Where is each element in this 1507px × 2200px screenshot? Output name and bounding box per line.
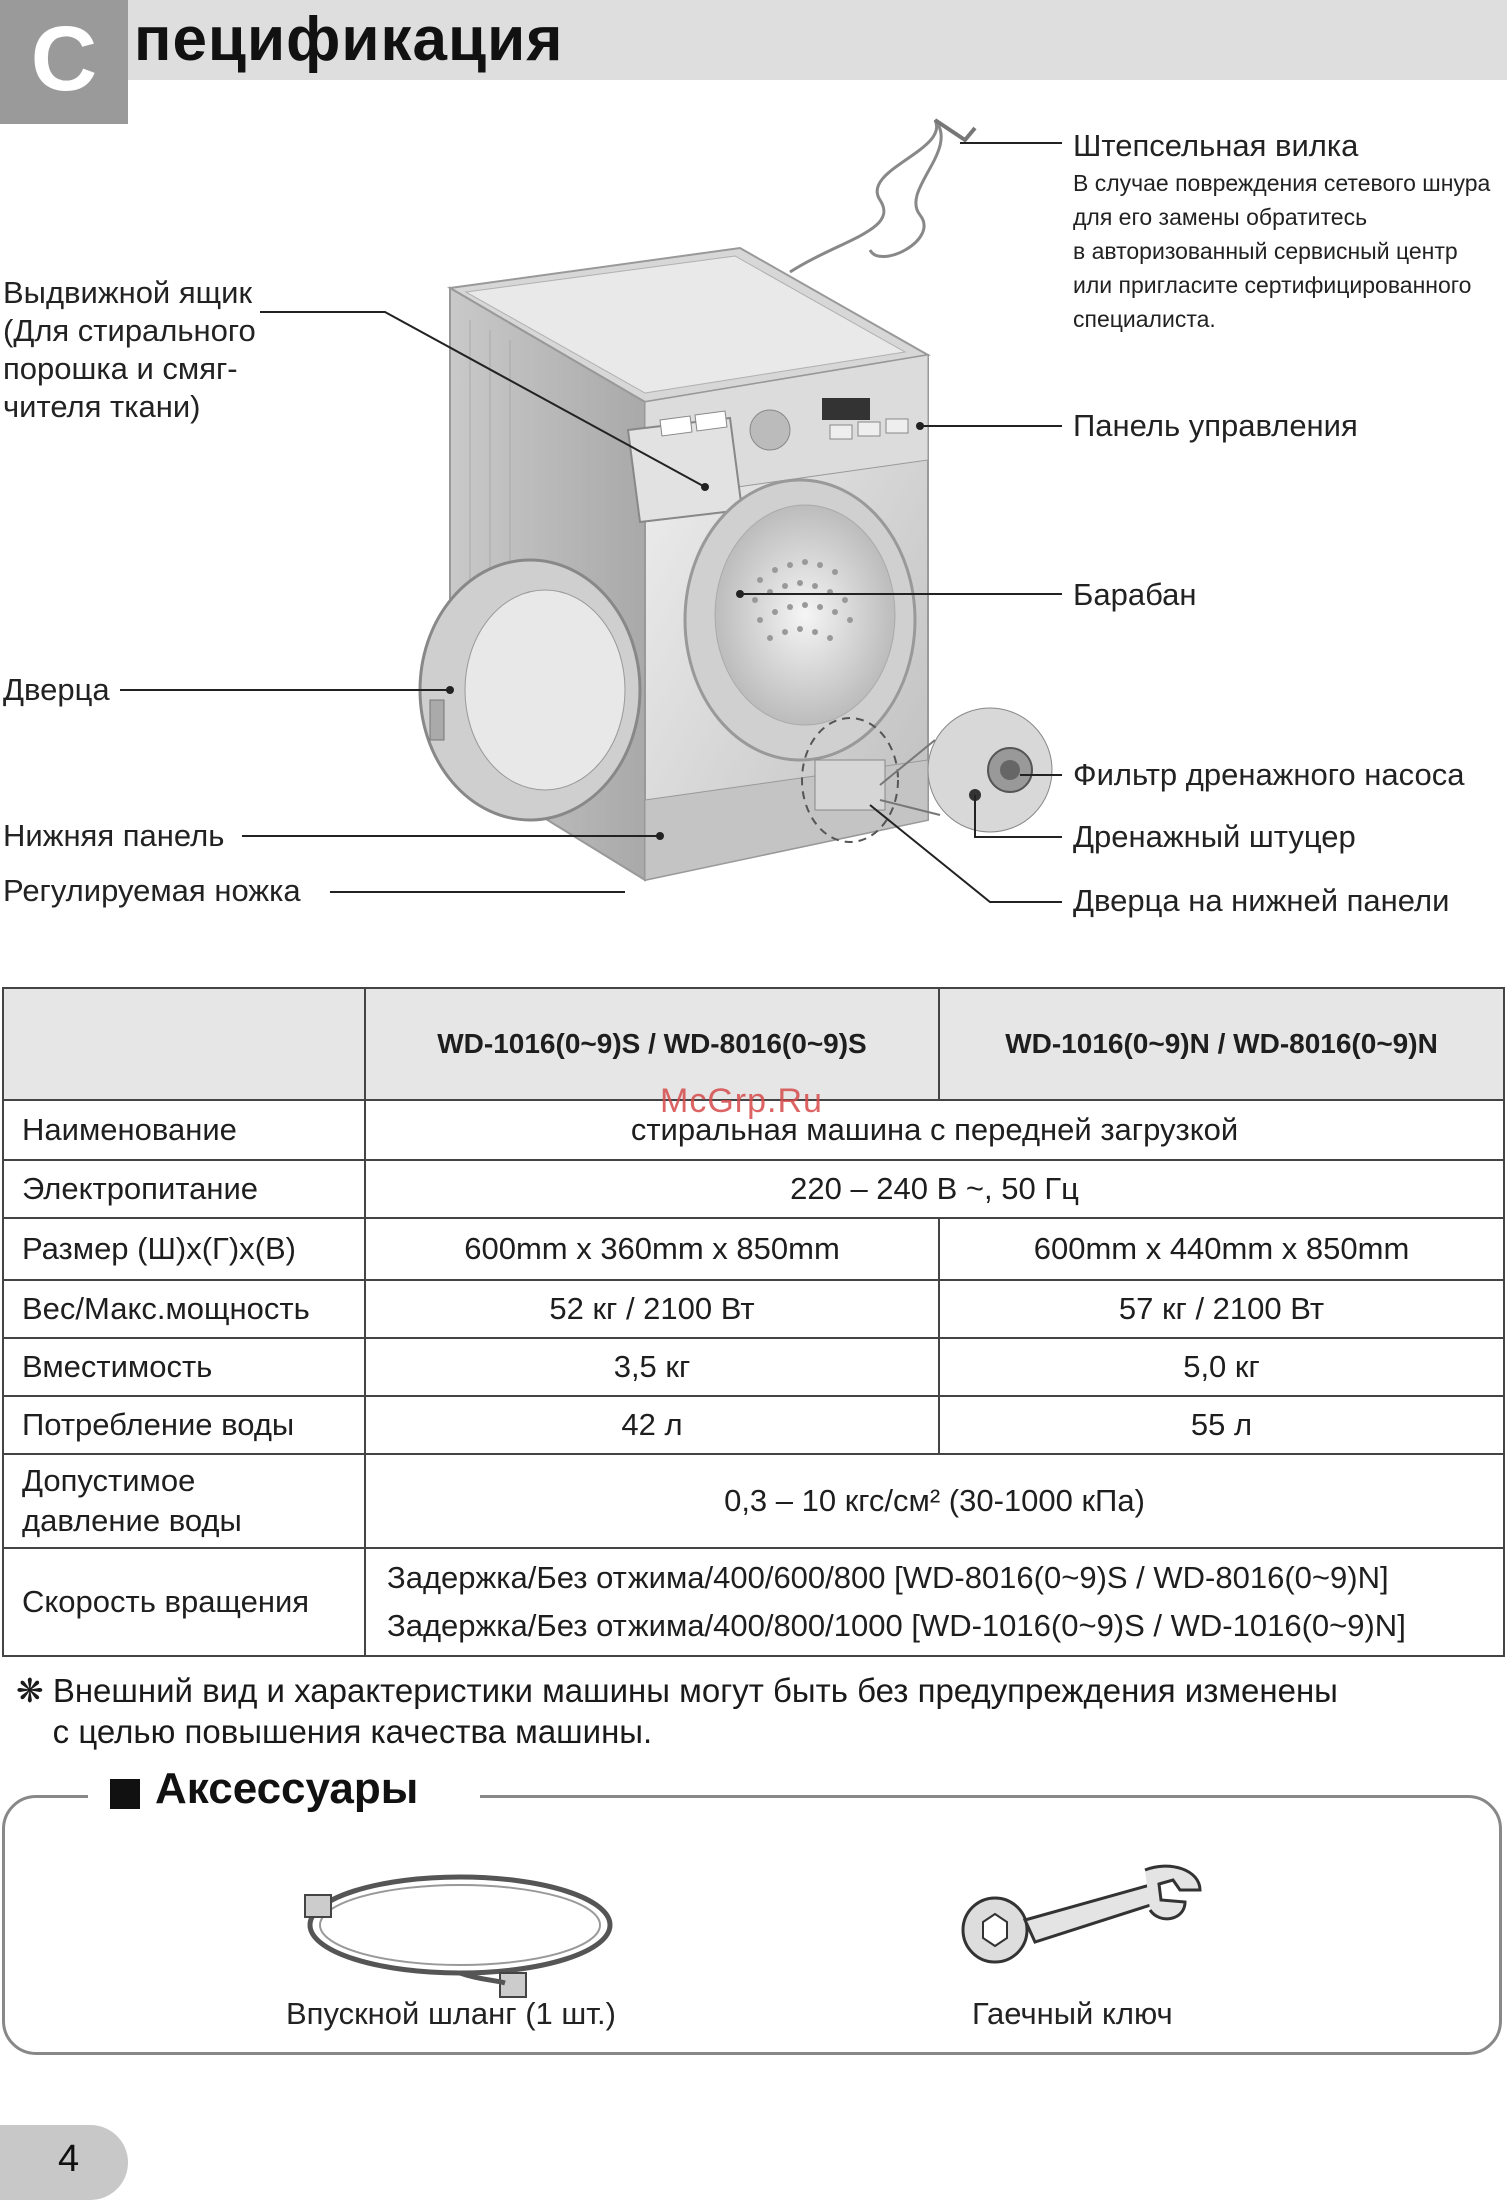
square-bullet-icon [110,1779,140,1809]
callout-control-panel: Панель управления [1073,408,1358,443]
row-label: Электропитание [3,1160,365,1218]
row-value: 0,3 – 10 кгс/см² (30-1000 кПа) [365,1454,1504,1548]
row-value-n: 600mm x 440mm x 850mm [939,1218,1504,1280]
row-label: Размер (Ш)х(Г)х(В) [3,1218,365,1280]
page-number: 4 [58,2138,80,2180]
callout-plug-note [1073,166,1490,336]
row-value-s: 3,5 кг [365,1338,939,1396]
callout-adjustable-foot: Регулируемая ножка [3,873,301,908]
callout-plug: Штепсельная вилка [1073,128,1359,163]
title-initial-letter: С [0,0,128,124]
callout-lower-panel-door: Дверца на нижней панели [1073,883,1450,918]
header-n-models: WD-1016(0~9)N / WD-8016(0~9)N [939,988,1504,1100]
door-glass [465,590,625,790]
drum [715,505,895,725]
table-row [3,1160,1504,1218]
plug-note-line: специалиста. [1073,306,1216,332]
table-row [3,1280,1504,1338]
accessory-wrench-label: Гаечный ключ [972,1996,1173,2031]
table-row [3,1396,1504,1454]
watermark: McGrp.Ru [660,1082,823,1120]
accessories-title: Аксессуары [155,1764,419,1813]
row-value-s: 42 л [365,1396,939,1454]
callout-drawer [3,274,256,426]
display [822,398,870,420]
program-knob [750,410,790,450]
lower-panel-door [815,760,885,810]
accessories-box [2,1795,1502,2055]
plug-note-line: в авторизованный сервисный центр [1073,238,1458,264]
power-cord [790,120,941,272]
row-label-line: давление воды [22,1503,242,1538]
row-value-s: 52 кг / 2100 Вт [365,1280,939,1338]
table-row [3,1454,1504,1548]
table-row [3,1548,1504,1656]
drawer-line: порошка и смяг- [3,351,238,386]
table-row [3,1338,1504,1396]
drawer-line: чителя ткани) [3,389,201,424]
page-title: пецификация [134,5,564,74]
row-value-s: 600mm x 360mm x 850mm [365,1218,939,1280]
drawer-line: (Для стирального [3,313,256,348]
callout-lower-panel: Нижняя панель [3,818,225,853]
row-label: Вместимость [3,1338,365,1396]
callout-drain-nozzle: Дренажный штуцер [1073,819,1356,854]
speed-line: Задержка/Без отжима/400/800/1000 [WD-1016(0~9)S / WD-1016(0~9)N] [387,1608,1406,1643]
accessory-hose-label: Впускной шланг (1 шт.) [286,1996,616,2031]
row-label [3,1454,365,1548]
callout-drum: Барабан [1073,577,1197,612]
wrench-icon [945,1850,1215,1970]
row-value-n: 57 кг / 2100 Вт [939,1280,1504,1338]
row-label: Потребление воды [3,1396,365,1454]
plug-note-line: для его замены обратитесь [1073,204,1368,230]
row-label: Скорость вращения [3,1548,365,1656]
row-label-line: Допустимое [22,1463,196,1498]
detergent-drawer [628,418,742,522]
row-value: стиральная машина с передней загрузкой [365,1100,1504,1160]
plug-note-line: или пригласите сертифицированного [1073,272,1472,298]
callout-door: Дверца [3,672,110,707]
drawer-line: Выдвижной ящик [3,275,253,310]
inlet-hose-icon [290,1855,630,2005]
plug-note-line: В случае повреждения сетевого шнура [1073,170,1491,196]
row-value: 220 – 240 В ~, 50 Гц [365,1160,1504,1218]
row-value-n: 55 л [939,1396,1504,1454]
disclaimer-note: ❋ Внешний вид и характеристики машины могут быть без предупреждения изменены с целью повышения качества машины. [16,1672,1338,1750]
header-s-models: WD-1016(0~9)S / WD-8016(0~9)S [365,988,939,1100]
speed-line: Задержка/Без отжима/400/600/800 [WD-8016(0~9)S / WD-8016(0~9)N] [387,1560,1389,1595]
header-empty-cell [3,988,365,1100]
row-label: Наименование [3,1100,365,1160]
callout-drain-filter: Фильтр дренажного насоса [1073,757,1465,792]
table-row [3,1218,1504,1280]
row-value [365,1548,1504,1656]
row-label: Вес/Макс.мощность [3,1280,365,1338]
row-value-n: 5,0 кг [939,1338,1504,1396]
